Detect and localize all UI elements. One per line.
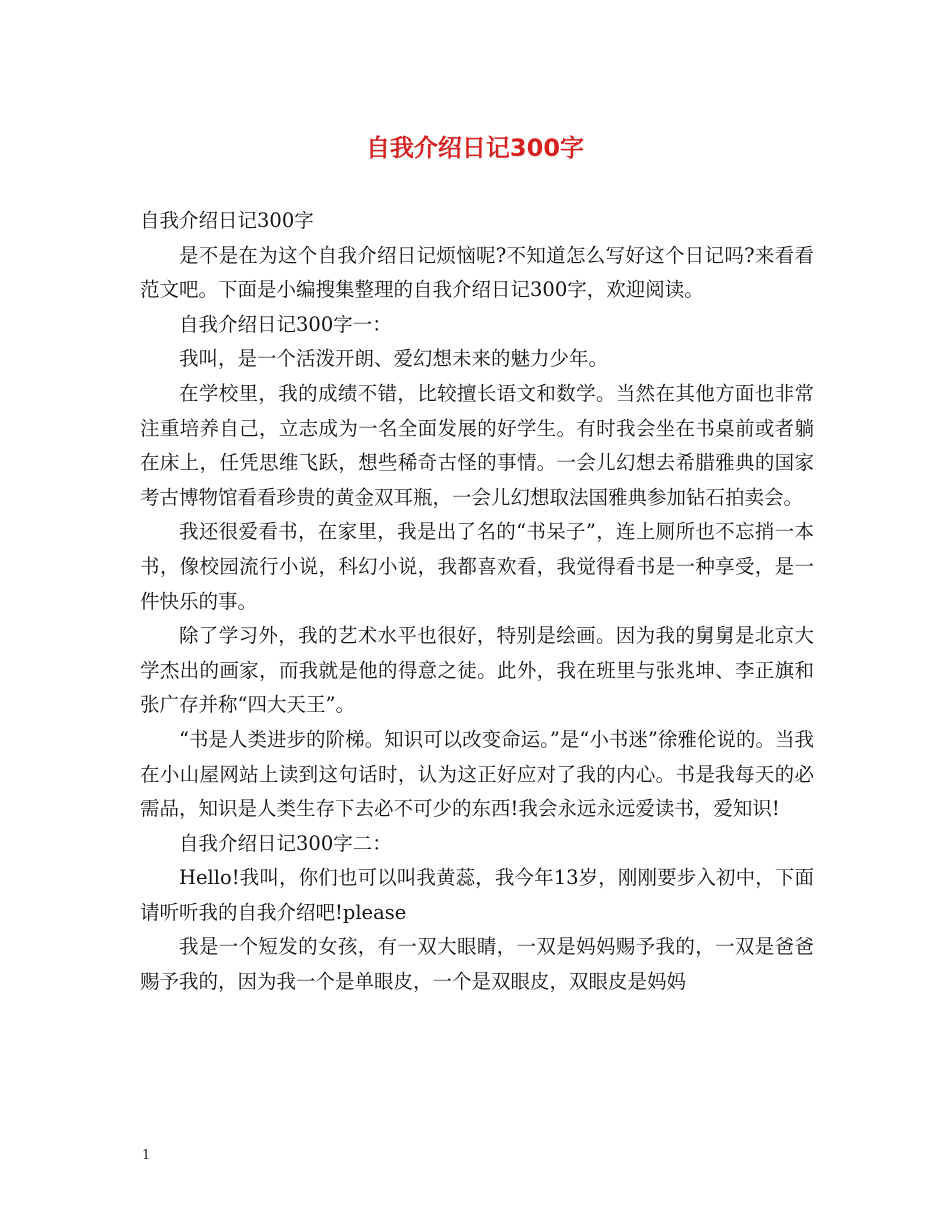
paragraph-heading: 自我介绍日记300字: [140, 209, 314, 232]
paragraph: 在学校里，我的成绩不错，比较擅长语文和数学。当然在其他方面也非常注重培养自己，立志成为一名全面发展的好学生。有时我会坐在书桌前或者躺在床上，任凭思维飞跃，想些稀奇古怪的事情。一会儿幻想去希腊雅典的国家考古博物馆看看珍贵的黄金双耳瓶，一会儿幻想取法国雅典参加钻石拍卖会。: [140, 381, 814, 509]
paragraph: 我叫，是一个活泼开朗、爱幻想未来的魅力少年。: [179, 347, 609, 371]
page-title: 自我介绍日记300字: [365, 134, 585, 162]
paragraph: 我是一个短发的女孩，有一双大眼睛，一双是妈妈赐予我的，一双是爸爸赐予我的，因为我一个是单眼皮，一个是双眼皮，双眼皮是妈妈: [140, 935, 814, 994]
paragraph: Hello!我叫，你们也可以叫我黄蕊，我今年13岁，刚刚要步入初中，下面请听听我的自我介绍吧!please: [140, 866, 814, 924]
paragraph: 我还很爱看书，在家里，我是出了名的“书呆子”，连上厕所也不忘捎一本书，像校园流行小说，科幻小说，我都喜欢看，我觉得看书是一种享受，是一件快乐的事。: [140, 520, 814, 613]
page-number: 1: [142, 1148, 151, 1163]
paragraph-section-two-heading: 自我介绍日记300字二：: [179, 831, 392, 855]
paragraph-intro: 是不是在为这个自我介绍日记烦恼呢?不知道怎么写好这个日记吗?来看看范文吧。下面是小编搜集整理的自我介绍日记300字，欢迎阅读。: [140, 243, 814, 302]
document-body: [140, 204, 814, 1000]
paragraph: “书是人类进步的阶梯。知识可以改变命运。”是“小书迷”徐雅伦说的。当我在小山屋网站上读到这句话时，认为这正好应对了我的内心。书是我每天的必需品，知识是人类生存下去必不可少的东西!我会永远永远爱读书，爱知识!: [140, 727, 814, 821]
paragraph: 除了学习外，我的艺术水平也很好，特别是绘画。因为我的舅舅是北京大学杰出的画家，而我就是他的得意之徒。此外，我在班里与张兆坤、李正旗和张广存并称“四大天王”。: [140, 624, 814, 717]
paragraph-section-one-heading: 自我介绍日记300字一：: [179, 312, 392, 336]
